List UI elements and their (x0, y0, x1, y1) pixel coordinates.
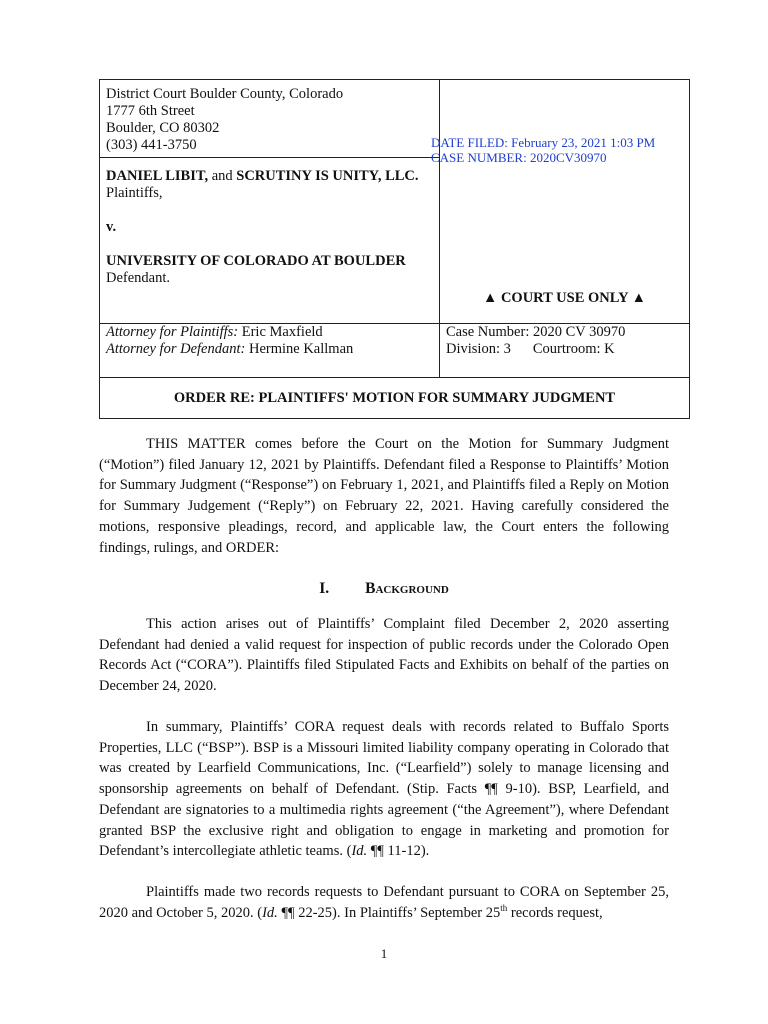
paragraph-3-part-c: records request, (507, 904, 603, 921)
plaintiff-and: and (208, 168, 237, 184)
attorneys-cell (100, 324, 440, 377)
plaintiff-1: DANIEL LIBIT, (106, 168, 209, 184)
caption-left-cell (100, 80, 440, 323)
case-number-stamp: CASE NUMBER: 2020CV30970 (431, 150, 607, 165)
attorney-plaintiffs-label: Attorney for Plaintiffs: (106, 324, 239, 340)
court-city: Boulder, CO 80302 (106, 120, 220, 136)
division-courtroom (446, 341, 683, 358)
attorney-defendant (106, 341, 433, 358)
court-use-only: ▲ COURT USE ONLY ▲ (482, 290, 647, 306)
attorney-defendant-name: Hermine Kallman (245, 341, 354, 357)
parties-block (106, 158, 433, 287)
defendant-name: UNIVERSITY OF COLORADO AT BOULDER (106, 253, 406, 269)
filing-stamp (431, 135, 655, 165)
background-paragraph-3 (99, 882, 669, 923)
background-paragraph-1 (99, 614, 669, 697)
court-phone: (303) 441-3750 (106, 137, 197, 153)
intro-paragraph (99, 434, 669, 558)
court-street: 1777 6th Street (106, 103, 195, 119)
plaintiff-2: SCRUTINY IS UNITY, LLC. (236, 168, 419, 184)
order-title: ORDER RE: PLAINTIFFS' MOTION FOR SUMMARY JUDGMENT (173, 389, 616, 406)
division: Division: 3 (446, 341, 511, 357)
paragraph-3-citation: Id. (262, 904, 278, 921)
section-heading (0, 580, 768, 598)
case-info-cell (440, 324, 689, 377)
attorney-defendant-label: Attorney for Defendant: (106, 341, 246, 357)
case-number: Case Number: 2020 CV 30970 (446, 324, 626, 340)
paragraph-2-citation: Id. (351, 843, 368, 860)
caption-right-cell (431, 80, 689, 323)
page-number: 1 (380, 946, 388, 961)
paragraph-1-text: This action arises out of Plaintiffs’ Complaint filed December 2, 2020 asserting Defendant had denied a valid request for inspection of public records under the Colorado Open Records Act (“CORA”). Plaintiffs filed Stipulated Facts and Exhibits on behalf of the parties on December 24, 2020. (99, 616, 669, 695)
case-caption (99, 79, 690, 419)
plaintiffs-label: Plaintiffs, (106, 185, 163, 201)
section-number: I. (319, 580, 330, 597)
plaintiffs-names (106, 168, 433, 185)
paragraph-2-part-a: In summary, Plaintiffs’ CORA request deals with records related to Buffalo Sports Properties, LLC (“BSP”). BSP is a Missouri limited liability company operating in Colorado that was created by Learfield Communications, Inc. (“Learfield”) solely to manage licensing and sponsorship agreements on behalf of Defendant. (Stip. Facts ¶¶ 9-10). BSP, Learfield, and Defendant are signatories to a multimedia rights agreement (“the Agreement”), where Defendant granted BSP the exclusive right and obligation to engage in marketing and promotion for Defendant’s intercollegiate athletic teams. ( (99, 719, 669, 860)
paragraph-3-superscript: th (500, 902, 508, 913)
paragraph-2-text (99, 717, 669, 862)
paragraph-3-text (99, 882, 669, 923)
court-name: District Court Boulder County, Colorado (106, 86, 344, 102)
defendant-label: Defendant. (106, 270, 171, 286)
paragraph-3-part-a: Plaintiffs made two records requests to Defendant pursuant to CORA on September 25, 2020 and October 5, 2020. ( (99, 884, 669, 921)
paragraph-2-part-b: ¶¶ 11-12). (367, 843, 430, 860)
caption-title-row (100, 377, 689, 418)
caption-parties-row (100, 80, 689, 323)
courtroom: Courtroom: K (532, 341, 615, 357)
paragraph-3-part-b: ¶¶ 22-25). In Plaintiffs’ September 25 (277, 904, 501, 921)
date-filed: DATE FILED: February 23, 2021 1:03 PM (431, 135, 656, 150)
versus: v. (106, 219, 117, 235)
attorney-plaintiffs-name: Eric Maxfield (238, 324, 323, 340)
intro-paragraph-text: THIS MATTER comes before the Court on the Motion for Summary Judgment (“Motion”) filed January 12, 2021 by Plaintiffs. Defendant filed a Response to Plaintiffs’ Motion for Summary Judgment (“Response”) on February 1, 2021, and Plaintiffs filed a Reply on Motion for Summary Judgement (“Reply”) on February 22, 2021. Having carefully considered the motions, responsive pleadings, record, and applicable law, the Court enters the following findings, rulings, and ORDER: (99, 436, 669, 556)
background-paragraph-2 (99, 717, 669, 862)
attorney-plaintiffs (106, 324, 433, 341)
court-info (100, 80, 439, 158)
caption-attorneys-row (100, 323, 689, 377)
section-title: Background (365, 580, 449, 597)
